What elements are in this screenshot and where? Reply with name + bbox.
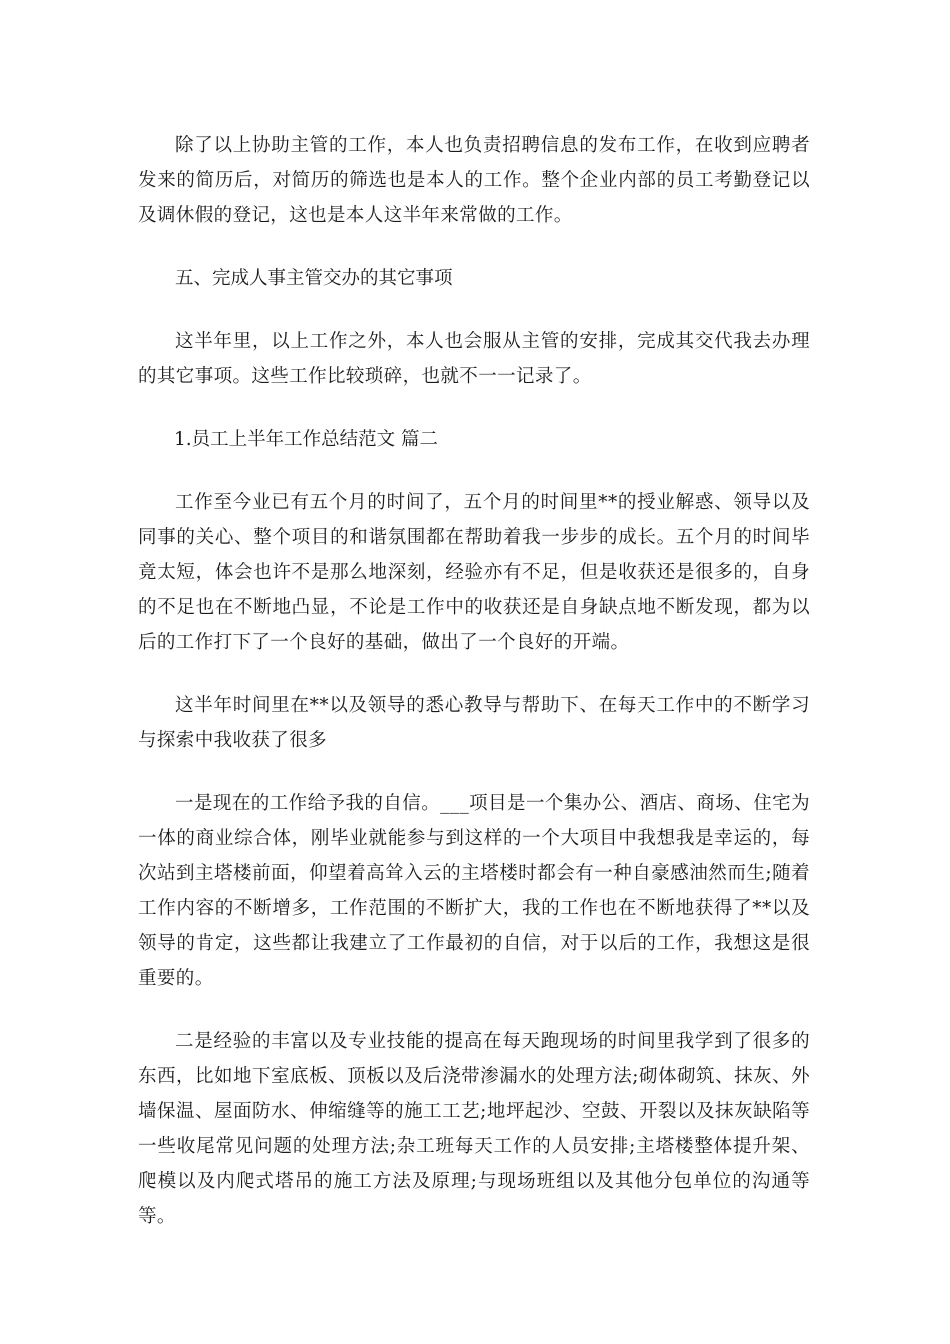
paragraph-experience: 二是经验的丰富以及专业技能的提高在每天跑现场的时间里我学到了很多的东西，比如地下室底板、顶板以及后浇带渗漏水的处理方法;砌体砌筑、抹灰、外墙保温、屋面防水、伸缩缝等的施工工艺;地坪起沙、空鼓、开裂以及抹灰缺陷等一些收尾常见问题的处理方法;杂工班每天工作的人员安排;主塔楼整体提升架、爬模以及内爬式塔吊的施工方法及原理;与现场班组以及其他分包单位的沟通等等。 (138, 1031, 810, 1227)
paragraph-five-months: 工作至今业已有五个月的时间了，五个月的时间里**的授业解惑、领导以及同事的关心、整个项目的和谐氛围都在帮助着我一步步的成长。五个月的时间毕竟太短，体会也许不是那么地深刻，经验亦有不足，但是收获还是很多的，自身的不足也在不断地凸显，不论是工作中的收获还是自身缺点地不断发现，都为以后的工作打下了一个良好的基础，做出了一个良好的开端。 (138, 492, 810, 653)
paragraph-confidence: 一是现在的工作给予我的自信。___项目是一个集办公、酒店、商场、住宅为一体的商业综合体，刚毕业就能参与到这样的一个大项目中我想我是幸运的，每次站到主塔楼前面，仰望着高耸入云的主塔楼时都会有一种自豪感油然而生;随着工作内容的不断增多，工作范围的不断扩大，我的工作也在不断地获得了**以及领导的肯定，这些都让我建立了工作最初的自信，对于以后的工作，我想这是很重要的。 (138, 793, 810, 989)
section-heading-five: 五、完成人事主管交办的其它事项 (175, 268, 453, 289)
document-body (138, 128, 810, 1262)
paragraph-gains-intro: 这半年时间里在**以及领导的悉心教导与帮助下、在每天工作中的不断学习与探索中我收获了很多 (138, 695, 810, 751)
paragraph-recruitment: 除了以上协助主管的工作，本人也负责招聘信息的发布工作，在收到应聘者发来的简历后，对简历的筛选也是本人的工作。整个企业内部的员工考勤登记以及调休假的登记，这也是本人这半年来常做的工作。 (138, 135, 810, 226)
paragraph-other-tasks: 这半年里，以上工作之外，本人也会服从主管的安排，完成其交代我去办理的其它事项。这些工作比较琐碎，也就不一一记录了。 (138, 331, 810, 387)
article-subtitle: 1.员工上半年工作总结范文 篇二 (174, 429, 439, 450)
